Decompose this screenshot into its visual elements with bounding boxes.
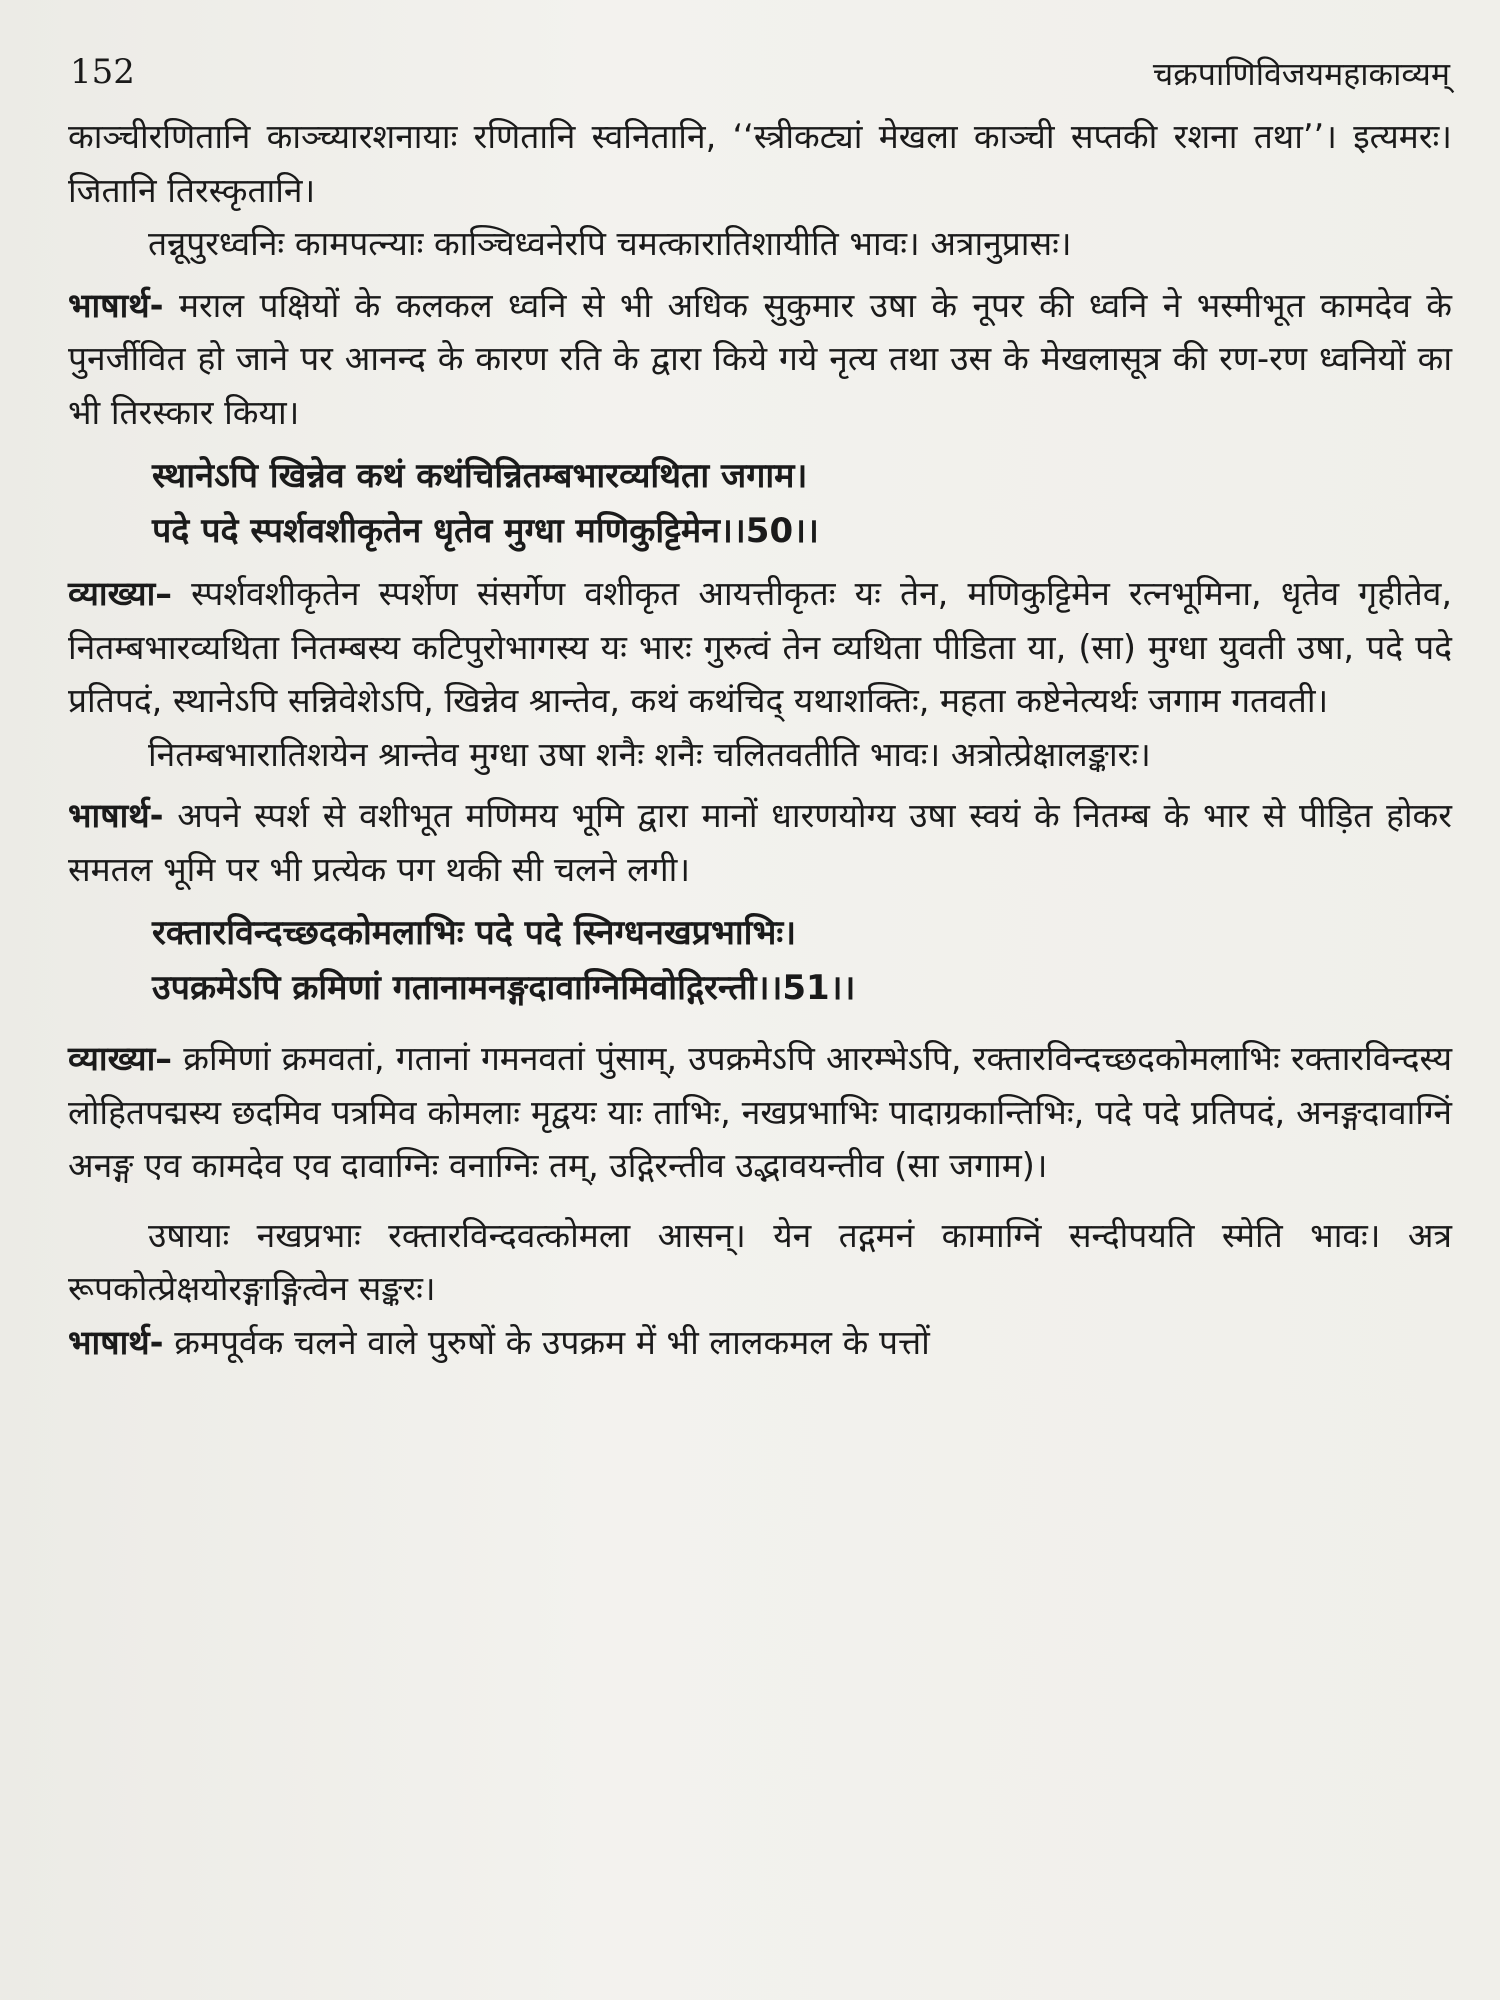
verse-line: उपक्रमेऽपि क्रमिणां गतानामनङ्गदावाग्निमिवोद्गिरन्ती।।51।। (152, 968, 856, 1008)
vyakhya-label: व्याख्या– (68, 574, 173, 613)
bhashartha-label: भाषार्थ- (68, 796, 164, 835)
bhashartha-text: मराल पक्षियों के कलकल ध्वनि से भी अधिक सुकुमार उषा के नूपर की ध्वनि ने भस्मीभूत कामदेव के पुनर्जीवित हो जाने पर आनन्द के कारण रति के द्वारा किये गये नृत्य तथा उस के मेखलासूत्र की रण-रण ध्वनियों का भी तिरस्कार किया। (68, 285, 1452, 432)
vyakhya-text: स्पर्शवशीकृतेन स्पर्शेण संसर्गेण वशीकृत आयत्तीकृतः यः तेन, मणिकुट्टिमेन रत्नभूमिना, धृतेव गृहीतेव, नितम्बभारव्यथिता नितम्बस्य कटिपुरोभागस्य यः भारः गुरुत्वं तेन व्यथिता पीडिता या, (सा) मुग्धा युवती उषा, पदे पदे प्रतिपदं, स्थानेऽपि सन्निवेशेऽपि, खिन्नेव श्रान्तेव, कथं कथंचिद् यथाशक्तिः, महता कष्टेनेत्यर्थः जगाम गतवती। (68, 574, 1452, 720)
verse-50 (68, 449, 1452, 559)
commentary-paragraph: तन्नूपुरध्वनिः कामपत्न्याः काञ्चिध्वनेरपि चमत्कारातिशायीति भावः। अत्रानुप्रासः। (148, 224, 1072, 263)
vyakhya-text: क्रमिणां क्रमवतां, गतानां गमनवतां पुंसाम्, उपक्रमेऽपि आरम्भेऽपि, रक्तारविन्दच्छदकोमलाभिः रक्तारविन्दस्य लोहितपद्मस्य छदमिव पत्रमिव कोमलाः मृद्वयः याः ताभिः, नखप्रभाभिः पादाग्रकान्तिभिः, पदे पदे प्रतिपदं, अनङ्गदावाग्निं अनङ्ग एव कामदेव एव दावाग्निः वनाग्निः तम्, उद्गिरन्तीव उद्भावयन्तीव (सा जगाम)। (68, 1039, 1452, 1185)
vyakhya-paragraph (68, 1032, 1452, 1193)
commentary-paragraph: उषायाः नखप्रभाः रक्तारविन्दवत्कोमला आसन्। येन तद्गमनं कामाग्निं सन्दीपयति स्मेति भावः। अत्र रूपकोत्प्रेक्षयोरङ्गाङ्गित्वेन सङ्करः। (68, 1215, 1452, 1308)
verse-51 (68, 906, 1452, 1016)
bhashartha-paragraph (68, 1316, 1452, 1370)
commentary-paragraph: नितम्बभारातिशयेन श्रान्तेव मुग्धा उषा शनैः शनैः चलितवतीति भावः। अत्रोत्प्रेक्षालङ्कारः। (148, 734, 1151, 774)
verse-line: स्थानेऽपि खिन्नेव कथं कथंचिन्नितम्बभारव्यथिता जगाम। (152, 456, 808, 496)
bhashartha-paragraph (68, 279, 1452, 440)
page-number: 152 (70, 52, 135, 92)
vyakhya-label: व्याख्या– (68, 1039, 173, 1078)
bhashartha-paragraph (68, 789, 1452, 896)
verse-line: पदे पदे स्पर्शवशीकृतेन धृतेव मुग्धा मणिकुट्टिमेन।।50।। (152, 511, 819, 551)
verse-line: रक्तारविन्दच्छदकोमलाभिः पदे पदे स्निग्धनखप्रभाभिः। (152, 913, 797, 953)
vyakhya-paragraph (68, 567, 1452, 728)
page-content (68, 110, 1452, 1369)
bhashartha-label: भाषार्थ- (68, 285, 164, 325)
commentary-paragraph: काञ्चीरणितानि काञ्च्यारशनायाः रणितानि स्वनितानि, ‘‘स्त्रीकट्यां मेखला काञ्ची सप्तकी रशना तथा’’। इत्यमरः। जितानि तिरस्कृतानि। (68, 117, 1452, 210)
bhashartha-label: भाषार्थ- (68, 1322, 164, 1362)
bhashartha-text: अपने स्पर्श से वशीभूत मणिमय भूमि द्वारा मानों धारणयोग्य उषा स्वयं के नितम्ब के भार से पीड़ित होकर समतल भूमि पर भी प्रत्येक पग थकी सी चलने लगी। (68, 796, 1452, 889)
bhashartha-text: क्रमपूर्वक चलने वाले पुरुषों के उपक्रम में भी लालकमल के पत्तों (163, 1322, 930, 1362)
running-title: चक्रपाणिविजयमहाकाव्यम् (1152, 55, 1450, 93)
page-header (70, 52, 1450, 100)
